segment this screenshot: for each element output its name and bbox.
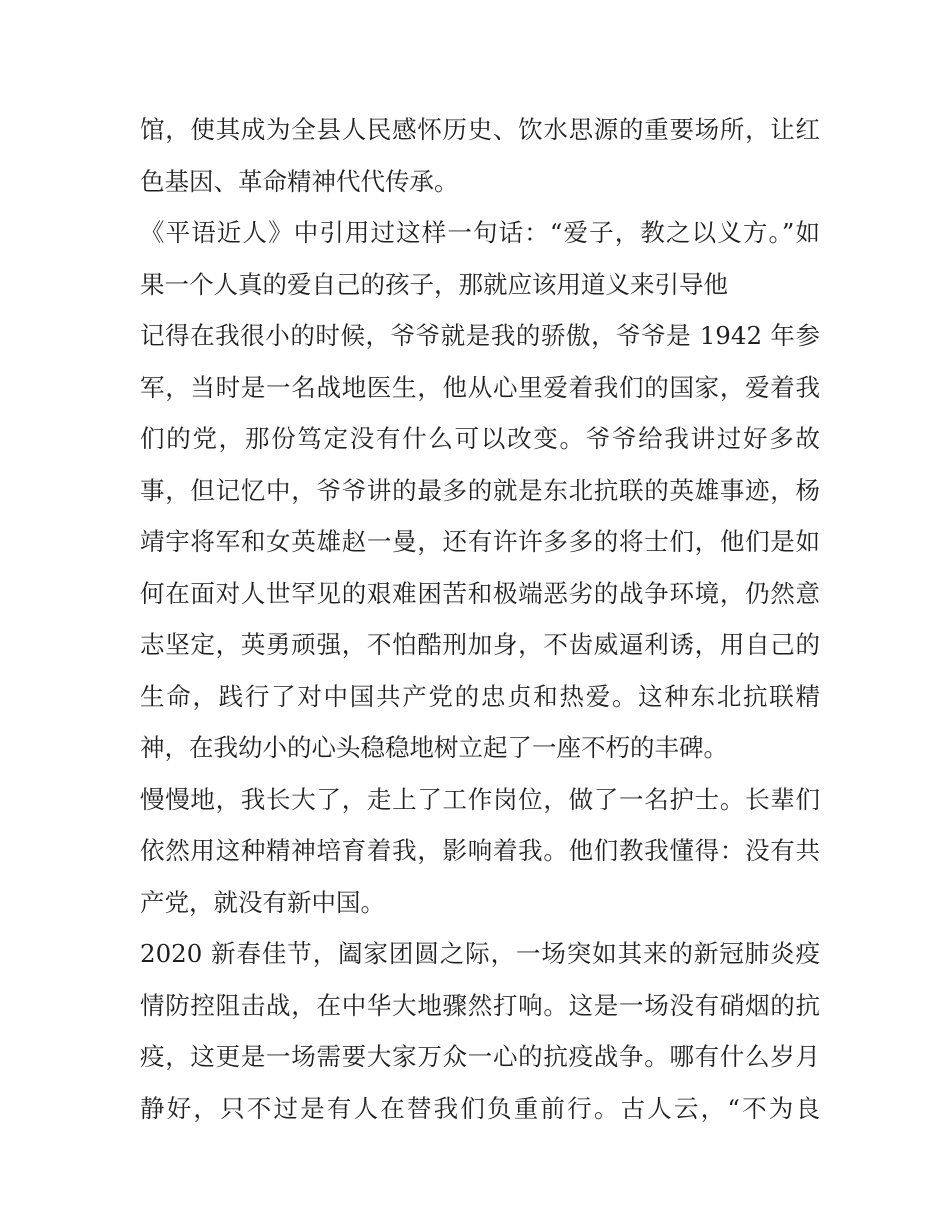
text-line: 们的党，那份笃定没有什么可以改变。爷爷给我讲过好多故 [140, 424, 820, 453]
text-line: 馆，使其成为全县人民感怀历史、饮水思源的重要场所，让红 [140, 115, 820, 144]
text-line: 疫，这更是一场需要大家万众一心的抗疫战争。哪有什么岁月 [140, 1042, 820, 1071]
document-body [140, 104, 820, 1134]
text-line: 果一个人真的爱自己的孩子，那就应该用道义来引导他 [140, 269, 728, 299]
text-line: 记得在我很小的时候，爷爷就是我的骄傲，爷爷是 1942 年参 [140, 321, 820, 350]
text-line: 依然用这种精神培育着我，影响着我。他们教我懂得：没有共 [140, 836, 820, 865]
text-line: 色基因、革命精神代代传承。 [140, 166, 459, 196]
text-line: 生命，践行了对中国共产党的忠贞和热爱。这种东北抗联精 [140, 681, 820, 711]
text-line: 2020 新春佳节，阖家团圆之际，一场突如其来的新冠肺炎疫 [140, 939, 820, 968]
text-line: 神，在我幼小的心头稳稳地树立起了一座不朽的丰碑。 [140, 733, 728, 762]
text-line: 事，但记忆中，爷爷讲的最多的就是东北抗联的英雄事迹，杨 [140, 475, 820, 505]
text-line: 军，当时是一名战地医生，他从心里爱着我们的国家，爱着我 [140, 372, 820, 402]
text-line: 靖宇将军和女英雄赵一曼，还有许许多多的将士们，他们是如 [140, 527, 820, 556]
text-line: 慢慢地，我长大了，走上了工作岗位，做了一名护士。长辈们 [140, 784, 820, 814]
text-line: 志坚定，英勇顽强，不怕酷刑加身，不齿威逼利诱，用自己的 [140, 630, 820, 659]
text-line: 何在面对人世罕见的艰难困苦和极端恶劣的战争环境，仍然意 [140, 578, 820, 608]
text-line: 情防控阻击战，在中华大地骤然打响。这是一场没有硝烟的抗 [140, 990, 820, 1020]
text-line: 静好，只不过是有人在替我们负重前行。古人云，“不为良 [140, 1093, 820, 1123]
text-line: 《平语近人》中引用过这样一句话：“爱子，教之以义方。”如 [140, 218, 820, 247]
text-line: 产党，就没有新中国。 [140, 887, 385, 917]
